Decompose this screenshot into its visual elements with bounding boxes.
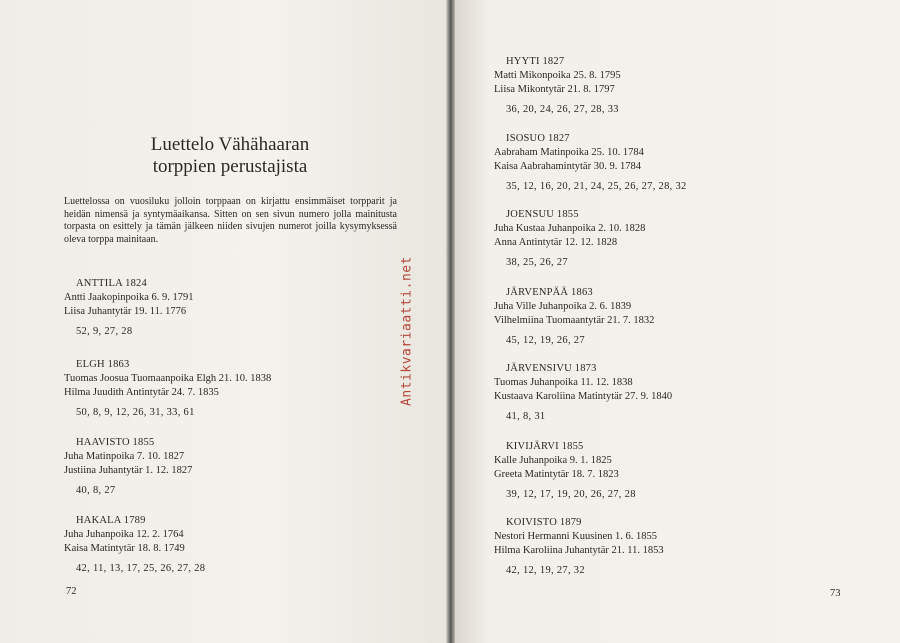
intro-paragraph: Luettelossa on vuosiluku jolloin torppaan on kirjattu ensimmäiset torpparit ja heidän nimensä ja syntymäaikansa. Sitten on sen sivun numero jolla mainitusta torpasta on esittely ja tämän jälkeen niiden sivujen numerot joilla kysymyksessä oleva torppa mainitaan. [64, 196, 397, 245]
entry-jarvensivu [494, 362, 672, 424]
entry-person: Vilhelmiina Tuomaantytär 21. 7. 1832 [494, 315, 655, 326]
entry-person: Anna Antintytär 12. 12. 1828 [494, 237, 618, 248]
entry-person: Hilma Juudith Antintytär 24. 7. 1835 [64, 387, 219, 398]
entry-elgh [64, 358, 271, 420]
entry-pages: 40, 8, 27 [76, 485, 116, 496]
entry-pages: 50, 8, 9, 12, 26, 31, 33, 61 [76, 407, 195, 418]
page-number-right: 73 [830, 588, 841, 599]
entry-isosuo [494, 132, 687, 194]
entry-person: Tuomas Joosua Tuomaanpoika Elgh 21. 10. 1838 [64, 373, 272, 384]
page-title-line-2: torppien perustajista [152, 156, 308, 177]
entry-person: Kaisa Matintytär 18. 8. 1749 [64, 543, 185, 554]
entry-kivijarvi [494, 440, 636, 502]
entry-person: Nestori Hermanni Kuusinen 1. 6. 1855 [494, 531, 658, 542]
entry-person: Juha Matinpoika 7. 10. 1827 [64, 451, 185, 462]
entry-heading: JÄRVENSIVU 1873 [506, 363, 597, 374]
entry-person: Kaisa Aabrahamintytär 30. 9. 1784 [494, 161, 641, 172]
page-number-left: 72 [66, 586, 77, 597]
entry-person: Juha Kustaa Juhanpoika 2. 10. 1828 [494, 223, 646, 234]
entry-haavisto [64, 436, 192, 498]
entry-joensuu [494, 208, 645, 270]
entry-heading: KIVIJÄRVI 1855 [506, 441, 584, 452]
entry-heading: ELGH 1863 [76, 359, 130, 370]
entry-heading: HAAVISTO 1855 [76, 437, 155, 448]
entry-heading: HAKALA 1789 [76, 515, 146, 526]
watermark-text: Antikvariaatti.net [399, 256, 415, 406]
watermark [392, 246, 422, 416]
entry-pages: 39, 12, 17, 19, 20, 26, 27, 28 [506, 489, 636, 500]
entry-pages: 36, 20, 24, 26, 27, 28, 33 [506, 104, 619, 115]
entry-pages: 38, 25, 26, 27 [506, 257, 568, 268]
entry-anttila [64, 277, 194, 339]
entry-person: Kalle Juhanpoika 9. 1. 1825 [494, 455, 612, 466]
entry-koivisto [494, 516, 664, 578]
entry-person: Tuomas Juhanpoika 11. 12. 1838 [494, 377, 633, 388]
entry-pages: 52, 9, 27, 28 [76, 326, 133, 337]
entry-pages: 42, 11, 13, 17, 25, 26, 27, 28 [76, 563, 206, 574]
entry-pages: 45, 12, 19, 26, 27 [506, 335, 585, 346]
entry-heading: JÄRVENPÄÄ 1863 [506, 287, 593, 298]
page-title-line-1: Luettelo Vähähaaran [150, 134, 310, 155]
entry-heading: ANTTILA 1824 [76, 278, 147, 289]
entry-person: Matti Mikonpoika 25. 8. 1795 [494, 70, 621, 81]
entry-person: Justiina Juhantytär 1. 12. 1827 [64, 465, 193, 476]
entry-person: Liisa Juhantytär 19. 11. 1776 [64, 306, 187, 317]
entry-person: Kustaava Karoliina Matintytär 27. 9. 1840 [494, 391, 673, 402]
entry-person: Aabraham Matinpoika 25. 10. 1784 [494, 147, 644, 158]
entry-pages: 35, 12, 16, 20, 21, 24, 25, 26, 27, 28, 32 [506, 181, 687, 192]
entry-heading: HYYTI 1827 [506, 56, 565, 67]
entry-hakala [64, 514, 205, 576]
entry-person: Liisa Mikontytär 21. 8. 1797 [494, 84, 615, 95]
entry-heading: ISOSUO 1827 [506, 133, 570, 144]
entry-pages: 42, 12, 19, 27, 32 [506, 565, 585, 576]
entry-heading: KOIVISTO 1879 [506, 517, 582, 528]
entry-heading: JOENSUU 1855 [506, 209, 579, 220]
entry-jarvenpaa [494, 286, 654, 348]
entry-person: Antti Jaakopinpoika 6. 9. 1791 [64, 292, 194, 303]
entry-person: Juha Ville Juhanpoika 2. 6. 1839 [494, 301, 632, 312]
entry-person: Hilma Karoliina Juhantytär 21. 11. 1853 [494, 545, 664, 556]
entry-person: Juha Juhanpoika 12. 2. 1764 [64, 529, 184, 540]
entry-pages: 41, 8, 31 [506, 411, 546, 422]
entry-hyyti [494, 55, 621, 117]
entry-person: Greeta Matintytär 18. 7. 1823 [494, 469, 619, 480]
